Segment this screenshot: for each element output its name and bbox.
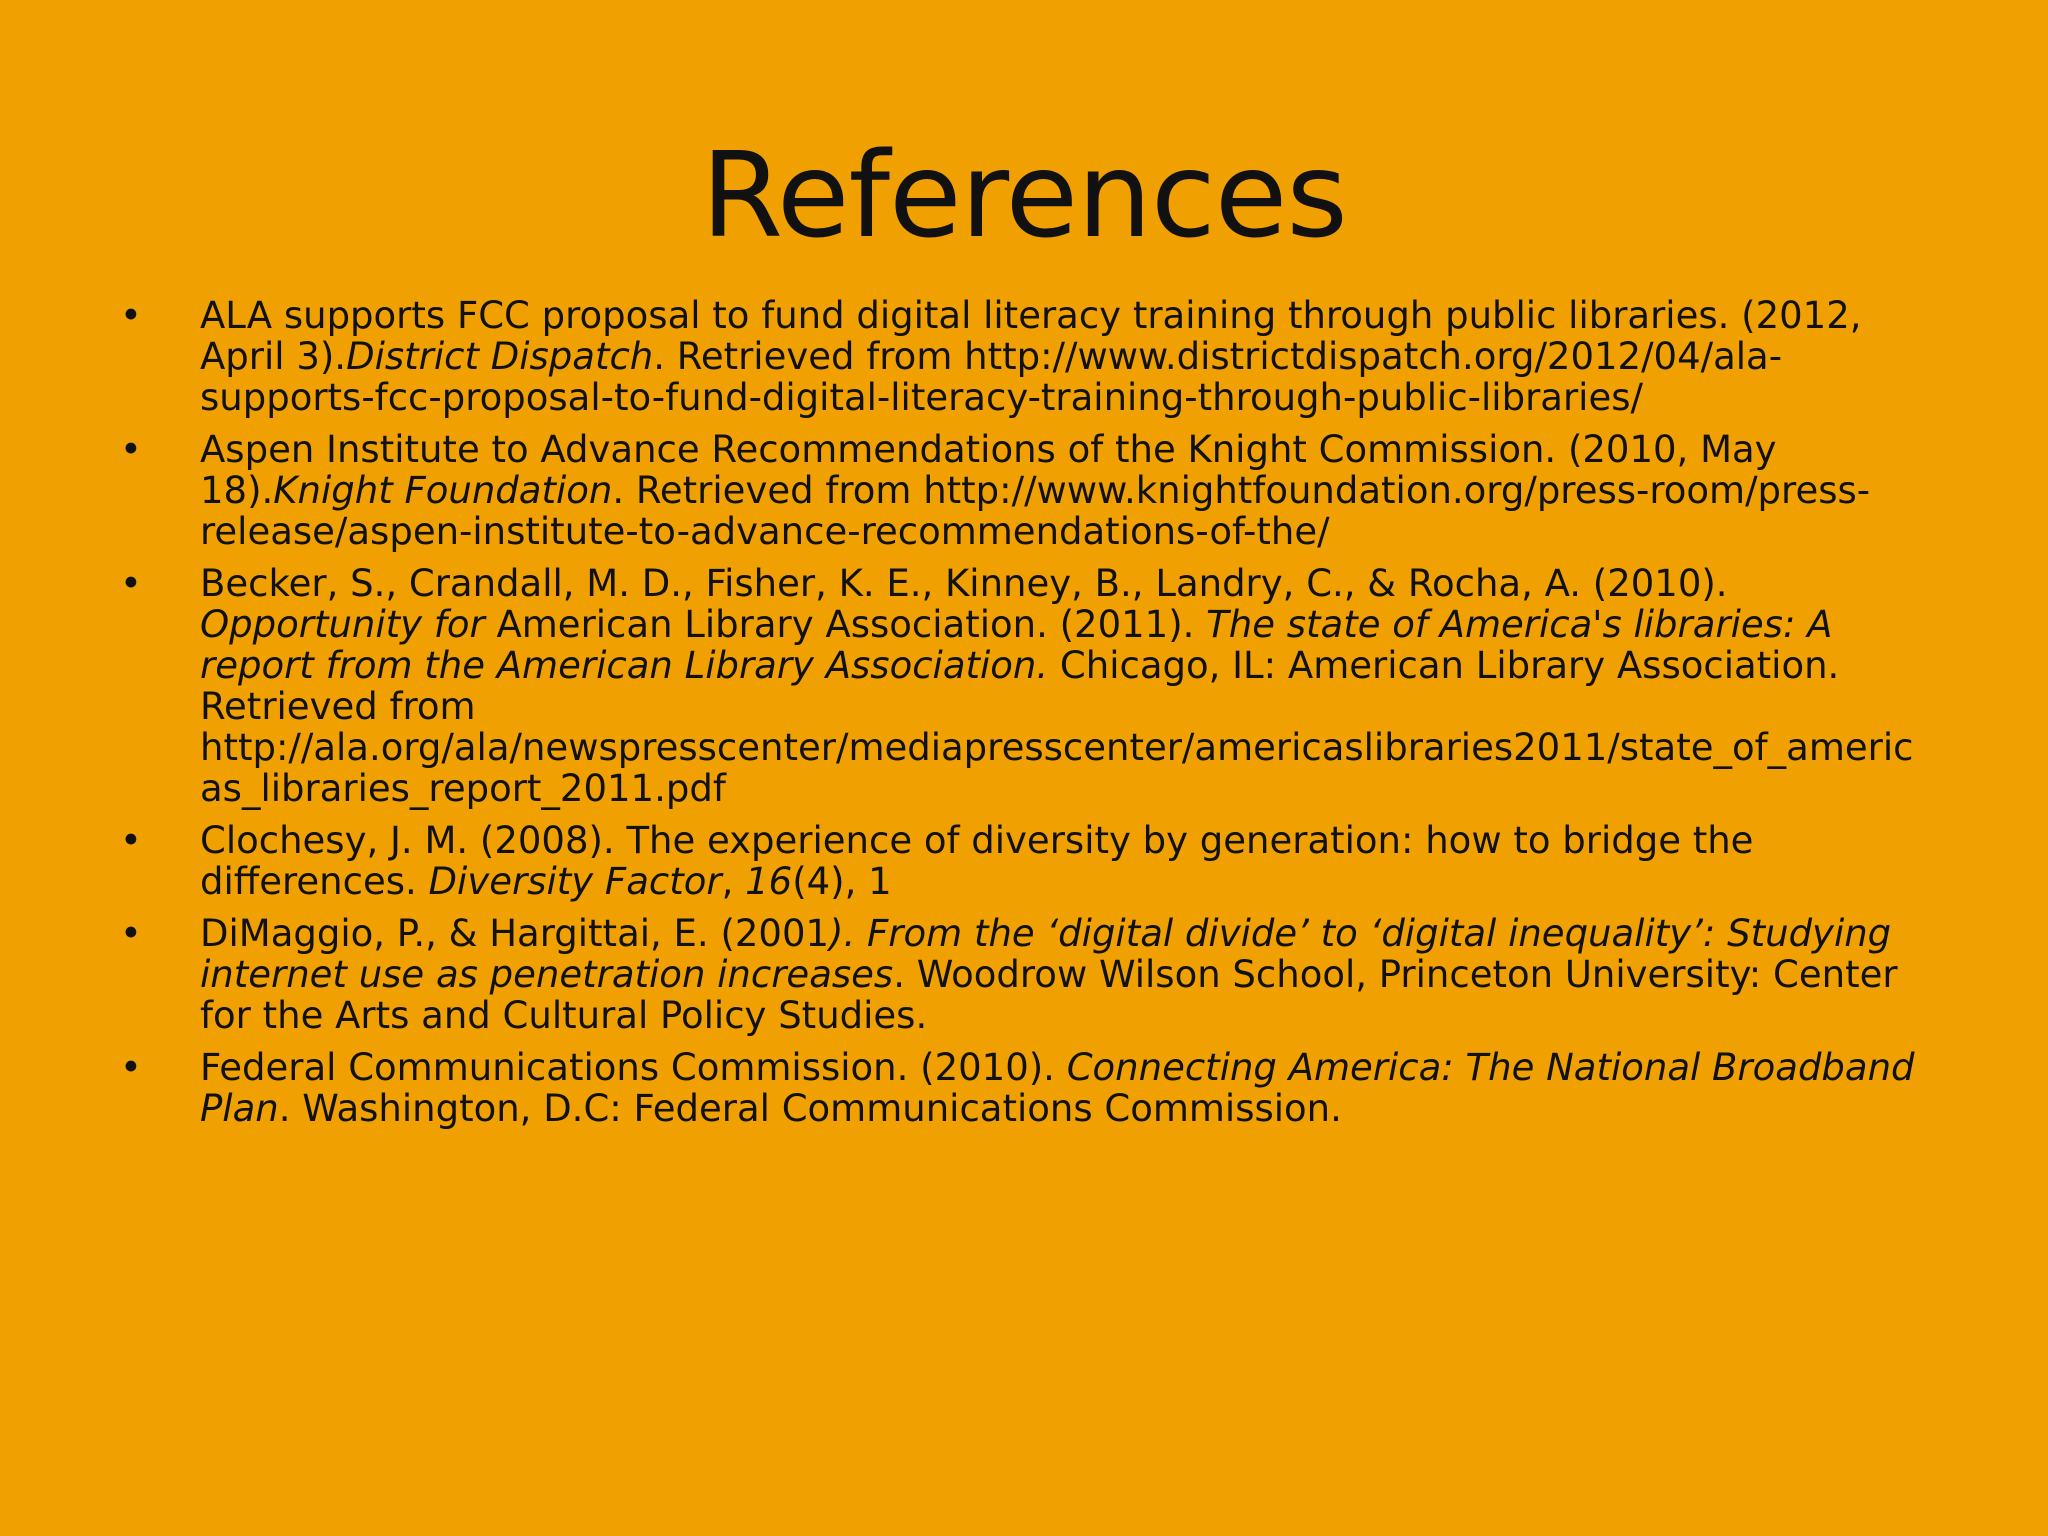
bullet-icon: • xyxy=(120,819,142,862)
reference-segment: Chicago, IL: American Library Association. Retrieved from http://ala.org/ala/newspresscenter/mediapresscenter/americaslibraries2011/state_of_americas_libraries_report_2011.pdf xyxy=(200,644,1914,810)
reference-italic-segment: Connecting America: The National Broadband Plan xyxy=(200,1046,1915,1130)
reference-text xyxy=(200,1047,1930,1129)
reference-italic-segment: District Dispatch xyxy=(346,335,654,378)
references-list xyxy=(120,295,1930,1140)
reference-text xyxy=(200,295,1930,418)
reference-italic-segment: Opportunity for xyxy=(200,603,485,646)
reference-segment: American Library Association. (2011). xyxy=(484,603,1207,646)
reference-item xyxy=(120,563,1930,809)
reference-item xyxy=(120,295,1930,418)
bullet-icon: • xyxy=(120,912,142,955)
reference-text xyxy=(200,913,1930,1036)
reference-segment: DiMaggio, P., & Hargittai, E. (2001 xyxy=(200,912,830,955)
bullet-icon: • xyxy=(120,562,142,605)
reference-text xyxy=(200,563,1930,809)
reference-segment: . Woodrow Wilson School, Princeton University: Center for the Arts and Cultural Policy Studies. xyxy=(200,953,1898,1037)
reference-item xyxy=(120,429,1930,552)
slide-title: References xyxy=(701,126,1347,264)
reference-segment: . Washington, D.C: Federal Communications Commission. xyxy=(278,1087,1342,1130)
reference-item xyxy=(120,1047,1930,1129)
reference-segment: (4), 1 xyxy=(792,860,892,903)
reference-text xyxy=(200,820,1930,902)
bullet-icon: • xyxy=(120,1046,142,1089)
reference-italic-segment: 16 xyxy=(745,860,793,903)
reference-text xyxy=(200,429,1930,552)
reference-segment: . Retrieved from http://www.knightfoundation.org/press-room/press-release/aspen-institute-to-advance-recommendations-of-the/ xyxy=(200,469,1871,553)
reference-italic-segment: Knight Foundation xyxy=(273,469,613,512)
reference-italic-segment: The state of America's libraries: A report from the American Library Association. xyxy=(200,603,1833,687)
reference-segment: ALA supports FCC proposal to fund digital literacy training through public libraries. (2012, April 3). xyxy=(200,294,1862,378)
reference-segment: . Retrieved from http://www.districtdispatch.org/2012/04/ala-supports-fcc-proposal-to-fund-digital-literacy-training-through-public-libraries/ xyxy=(200,335,1783,419)
reference-item xyxy=(120,820,1930,902)
bullet-icon: • xyxy=(120,428,142,471)
bullet-icon: • xyxy=(120,294,142,337)
reference-segment: Becker, S., Crandall, M. D., Fisher, K. E., Kinney, B., Landry, C., & Rocha, A. (2010). xyxy=(200,562,1728,605)
reference-segment: Federal Communications Commission. (2010). xyxy=(200,1046,1067,1089)
reference-italic-segment: Diversity Factor xyxy=(428,860,722,903)
reference-segment: Clochesy, J. M. (2008). The experience of diversity by generation: how to bridge the differences. xyxy=(200,819,1754,903)
reference-segment: , xyxy=(721,860,746,903)
reference-item xyxy=(120,913,1930,1036)
reference-segment: Aspen Institute to Advance Recommendations of the Knight Commission. (2010, May 18). xyxy=(200,428,1777,512)
reference-italic-segment: ). From the ‘digital divide’ to ‘digital inequality’: Studying internet use as penetration increases xyxy=(200,912,1892,996)
